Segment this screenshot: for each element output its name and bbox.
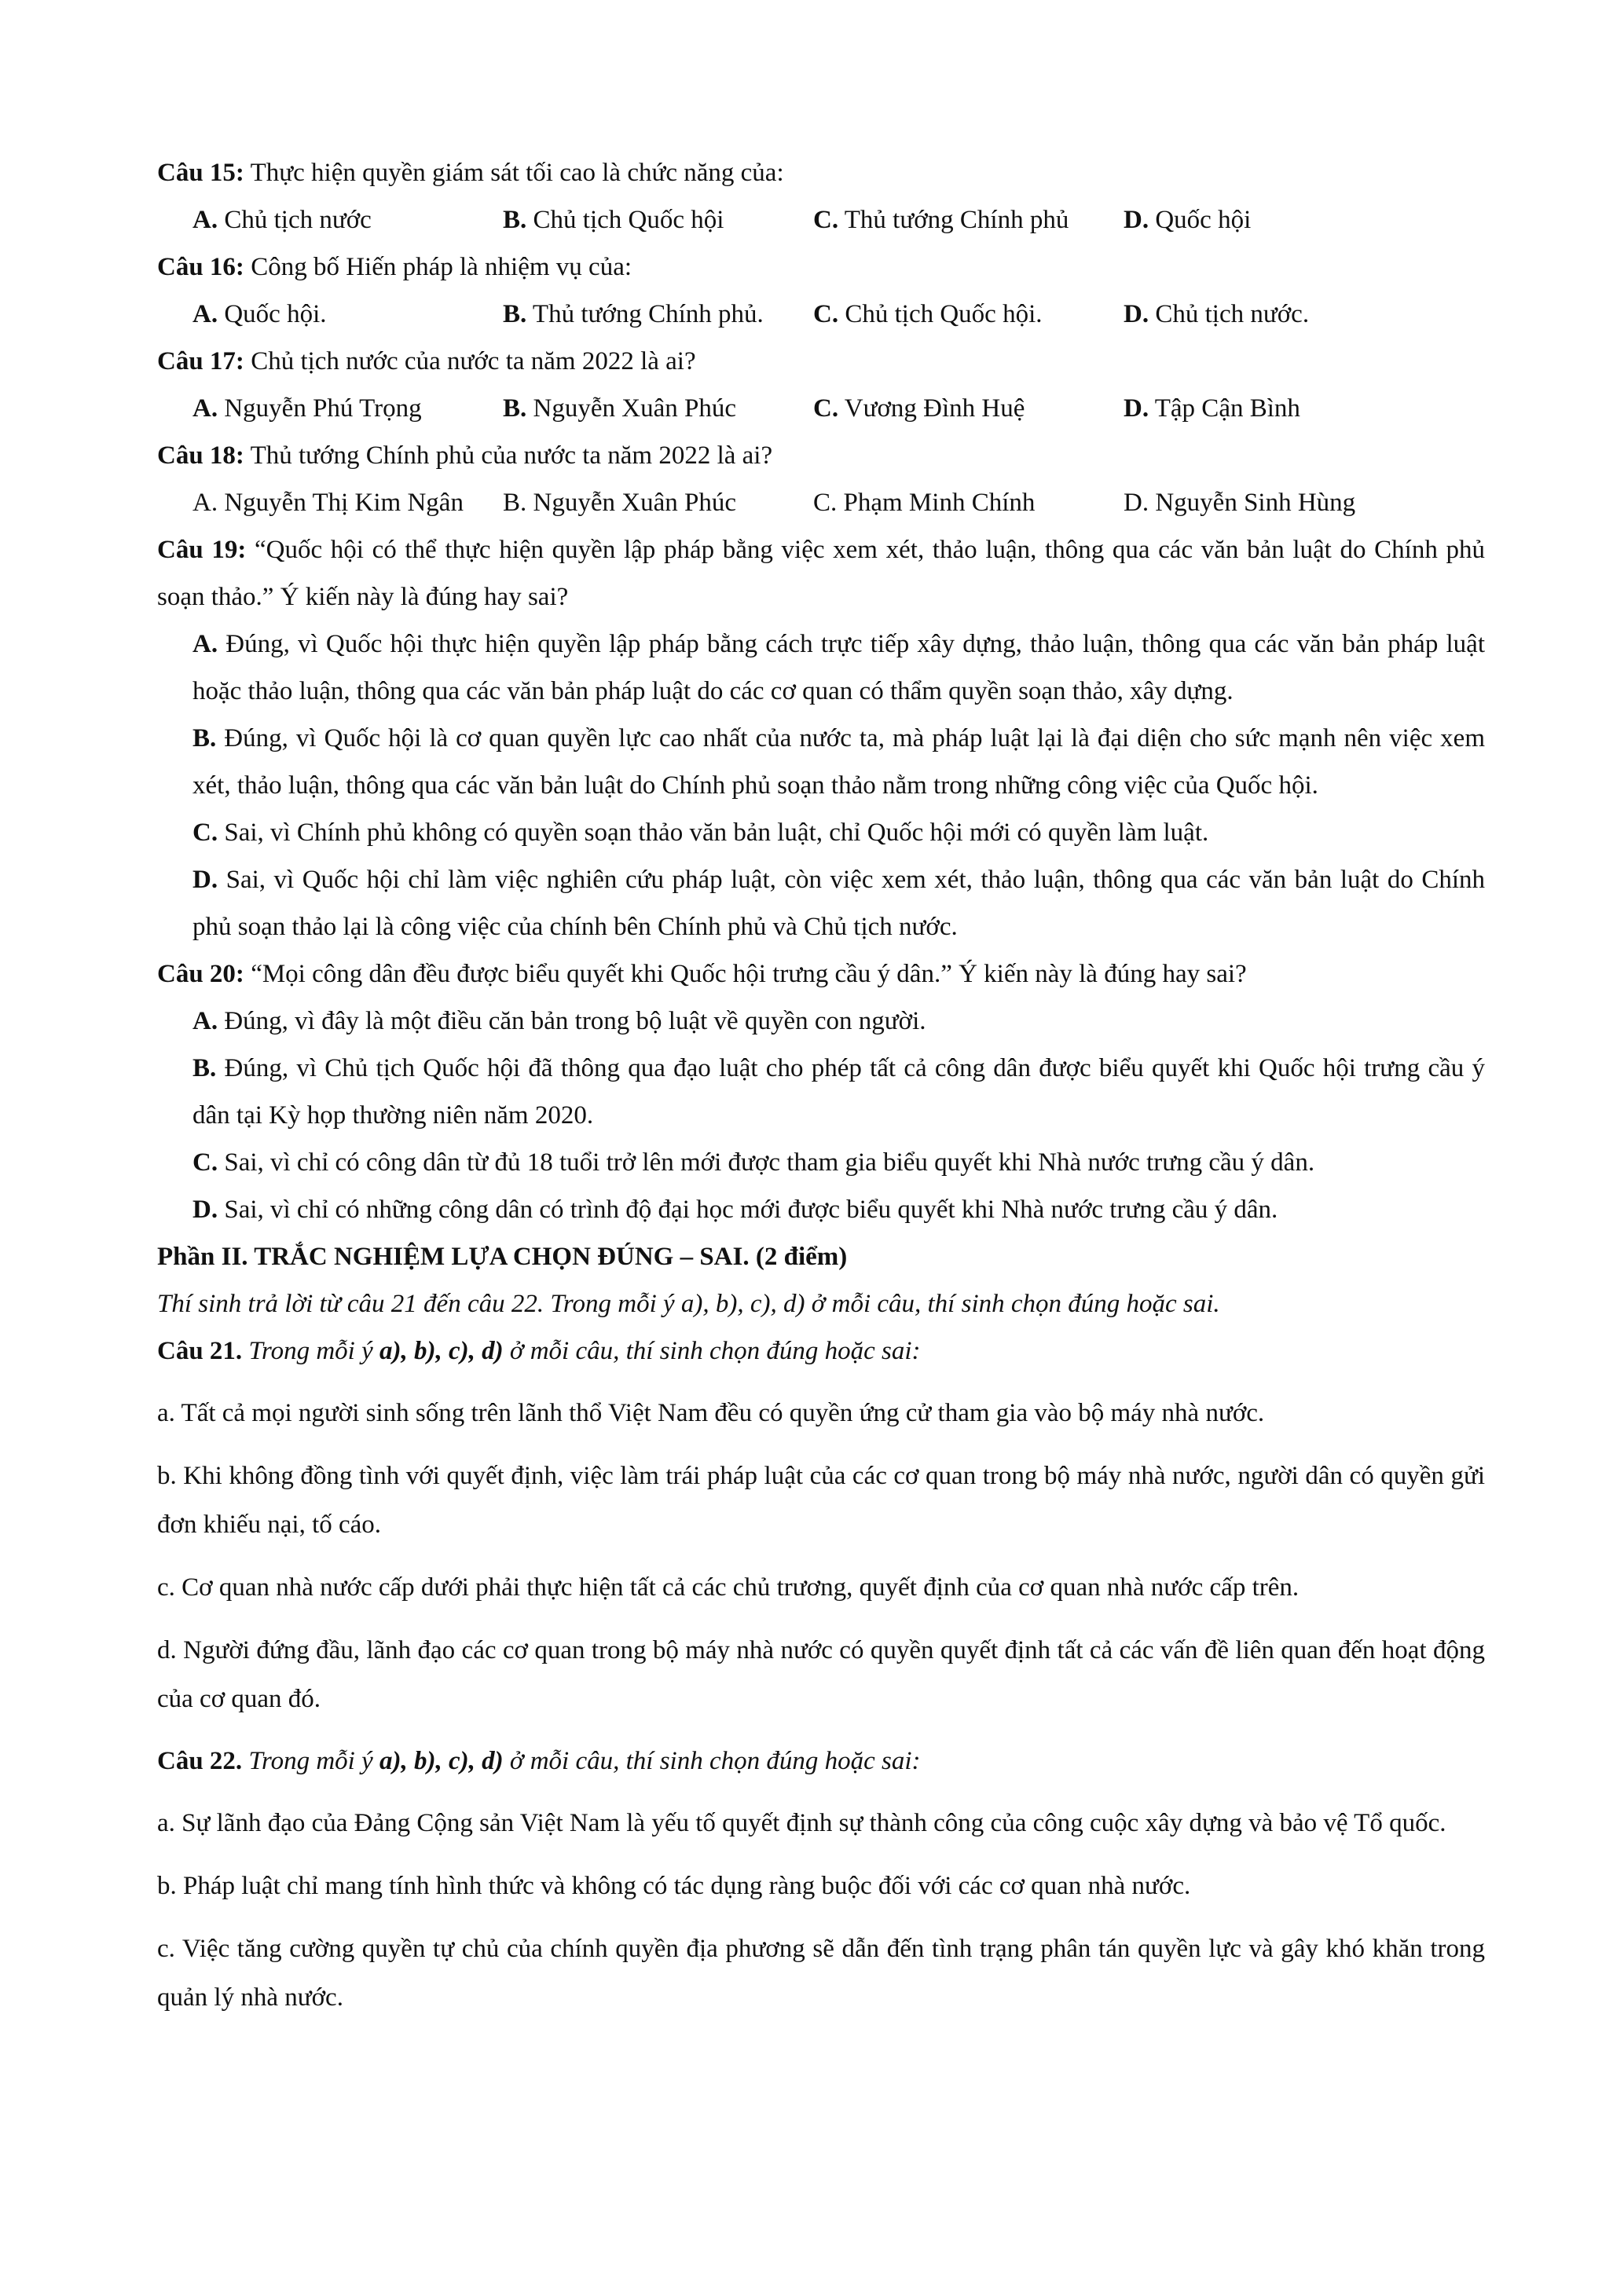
option-b[interactable]: B. Đúng, vì Chủ tịch Quốc hội đã thông qua đạo luật cho phép tất cả công dân được biểu quyết khi Quốc hội trưng cầu ý dân tại Kỳ họp thường niên năm 2020.	[192, 1054, 1485, 1130]
statement-d[interactable]: d. Người đứng đầu, lãnh đạo các cơ quan trong bộ máy nhà nước có quyền quyết định tất cả các vấn đề liên quan đến hoạt động của cơ quan đó.	[157, 1636, 1485, 1713]
question-20	[157, 950, 1485, 998]
question-number: Câu 21.	[157, 1337, 243, 1365]
statement-b[interactable]: b. Pháp luật chỉ mang tính hình thức và không có tác dụng ràng buộc đối với các cơ quan nhà nước.	[157, 1872, 1191, 1900]
option-b[interactable]: B. Thủ tướng Chính phủ.	[503, 300, 764, 328]
question-number: Câu 17:	[157, 347, 244, 375]
options-row	[157, 291, 1485, 338]
option-a[interactable]: A. Đúng, vì Quốc hội thực hiện quyền lập pháp bằng cách trực tiếp xây dựng, thảo luận, thông qua các văn bản pháp luật hoặc thảo luận, thông qua các văn bản pháp luật do các cơ quan có thẩm quyền soạn thảo, xây dựng.	[192, 630, 1485, 705]
statement-c[interactable]: c. Việc tăng cường quyền tự chủ của chính quyền địa phương sẽ dẫn đến tình trạng phân tán quyền lực và gây khó khăn trong quản lý nhà nước.	[157, 1935, 1485, 2012]
option-d[interactable]: D. Quốc hội	[1124, 206, 1252, 234]
option-a[interactable]: A. Đúng, vì đây là một điều căn bản trong bộ luật về quyền con người.	[192, 1007, 926, 1035]
option-d[interactable]: D. Sai, vì Quốc hội chỉ làm việc nghiên cứu pháp luật, còn việc xem xét, thảo luận, thông qua các văn bản luật do Chính phủ soạn thảo lại là công việc của chính bên Chính phủ và Chủ tịch nước.	[192, 866, 1485, 941]
exam-page	[157, 149, 1485, 2022]
question-number: Câu 15:	[157, 159, 244, 187]
statement-a[interactable]: a. Tất cả mọi người sinh sống trên lãnh thổ Việt Nam đều có quyền ứng cử tham gia vào bộ máy nhà nước.	[157, 1399, 1265, 1427]
option-a[interactable]: A. Quốc hội.	[192, 300, 327, 328]
option-c[interactable]: C. Chủ tịch Quốc hội.	[813, 300, 1043, 328]
question-18	[157, 432, 1485, 479]
option-d[interactable]: D. Chủ tịch nước.	[1124, 300, 1310, 328]
option-c[interactable]: C. Vương Đình Huệ	[813, 394, 1025, 423]
option-a[interactable]: A. Chủ tịch nước	[192, 206, 372, 234]
question-17	[157, 338, 1485, 385]
section-instruction: Thí sinh trả lời từ câu 21 đến câu 22. Trong mỗi ý a), b), c), d) ở mỗi câu, thí sinh chọn đúng hoặc sai.	[157, 1290, 1220, 1318]
options-row	[157, 479, 1485, 526]
option-c[interactable]: C. Thủ tướng Chính phủ	[813, 206, 1069, 234]
question-text: “Mọi công dân đều được biểu quyết khi Quốc hội trưng cầu ý dân.” Ý kiến này là đúng hay sai?	[244, 960, 1247, 988]
question-text: Thủ tướng Chính phủ của nước ta năm 2022 là ai?	[244, 441, 773, 470]
options-row	[157, 385, 1485, 432]
question-16	[157, 244, 1485, 291]
question-22: Câu 22. Trong mỗi ý a), b), c), d) ở mỗi câu, thí sinh chọn đúng hoặc sai:	[157, 1747, 921, 1775]
option-b[interactable]: B. Chủ tịch Quốc hội	[503, 206, 724, 234]
statement-c[interactable]: c. Cơ quan nhà nước cấp dưới phải thực hiện tất cả các chủ trương, quyết định của cơ quan nhà nước cấp trên.	[157, 1573, 1300, 1602]
question-number: Câu 18:	[157, 441, 244, 470]
option-a[interactable]: A. Nguyễn Phú Trọng	[192, 394, 422, 423]
question-text: “Quốc hội có thể thực hiện quyền lập pháp bằng việc xem xét, thảo luận, thông qua các văn bản luật do Chính phủ soạn thảo.” Ý kiến này là đúng hay sai?	[157, 536, 1485, 611]
option-c[interactable]: C. Sai, vì Chính phủ không có quyền soạn thảo văn bản luật, chỉ Quốc hội mới có quyền làm luật.	[192, 818, 1209, 847]
question-number: Câu 19:	[157, 536, 247, 564]
question-number: Câu 16:	[157, 253, 244, 281]
option-b[interactable]: B. Nguyễn Xuân Phúc	[503, 489, 736, 517]
option-d[interactable]: D. Nguyễn Sinh Hùng	[1124, 489, 1356, 517]
question-21: Câu 21. Trong mỗi ý a), b), c), d) ở mỗi câu, thí sinh chọn đúng hoặc sai:	[157, 1337, 921, 1365]
question-number: Câu 22.	[157, 1747, 243, 1775]
option-c[interactable]: C. Sai, vì chỉ có công dân từ đủ 18 tuổi trở lên mới được tham gia biểu quyết khi Nhà nước trưng cầu ý dân.	[192, 1148, 1315, 1177]
question-19	[157, 526, 1485, 621]
option-b[interactable]: B. Nguyễn Xuân Phúc	[503, 394, 736, 423]
statement-b[interactable]: b. Khi không đồng tình với quyết định, việc làm trái pháp luật của các cơ quan trong bộ máy nhà nước, người dân có quyền gửi đơn khiếu nại, tố cáo.	[157, 1462, 1485, 1539]
section-heading: Phần II. TRẮC NGHIỆM LỰA CHỌN ĐÚNG – SAI. (2 điểm)	[157, 1243, 848, 1271]
question-text: Thực hiện quyền giám sát tối cao là chức năng của:	[244, 159, 784, 187]
option-d[interactable]: D. Sai, vì chỉ có những công dân có trình độ đại học mới được biểu quyết khi Nhà nước trưng cầu ý dân.	[192, 1196, 1278, 1224]
question-number: Câu 20:	[157, 960, 244, 988]
question-text: Công bố Hiến pháp là nhiệm vụ của:	[244, 253, 632, 281]
statement-a[interactable]: a. Sự lãnh đạo của Đảng Cộng sản Việt Nam là yếu tố quyết định sự thành công của công cuộc xây dựng và bảo vệ Tổ quốc.	[157, 1809, 1446, 1837]
question-text: Chủ tịch nước của nước ta năm 2022 là ai?	[244, 347, 696, 375]
option-d[interactable]: D. Tập Cận Bình	[1124, 394, 1300, 423]
option-c[interactable]: C. Phạm Minh Chính	[813, 489, 1036, 517]
question-15	[157, 149, 1485, 196]
option-b[interactable]: B. Đúng, vì Quốc hội là cơ quan quyền lực cao nhất của nước ta, mà pháp luật lại là đại diện cho sức mạnh nên việc xem xét, thảo luận, thông qua các văn bản luật do Chính phủ soạn thảo nằm trong những công việc của Quốc hội.	[192, 724, 1485, 800]
option-a[interactable]: A. Nguyễn Thị Kim Ngân	[192, 489, 464, 517]
options-row	[157, 196, 1485, 244]
